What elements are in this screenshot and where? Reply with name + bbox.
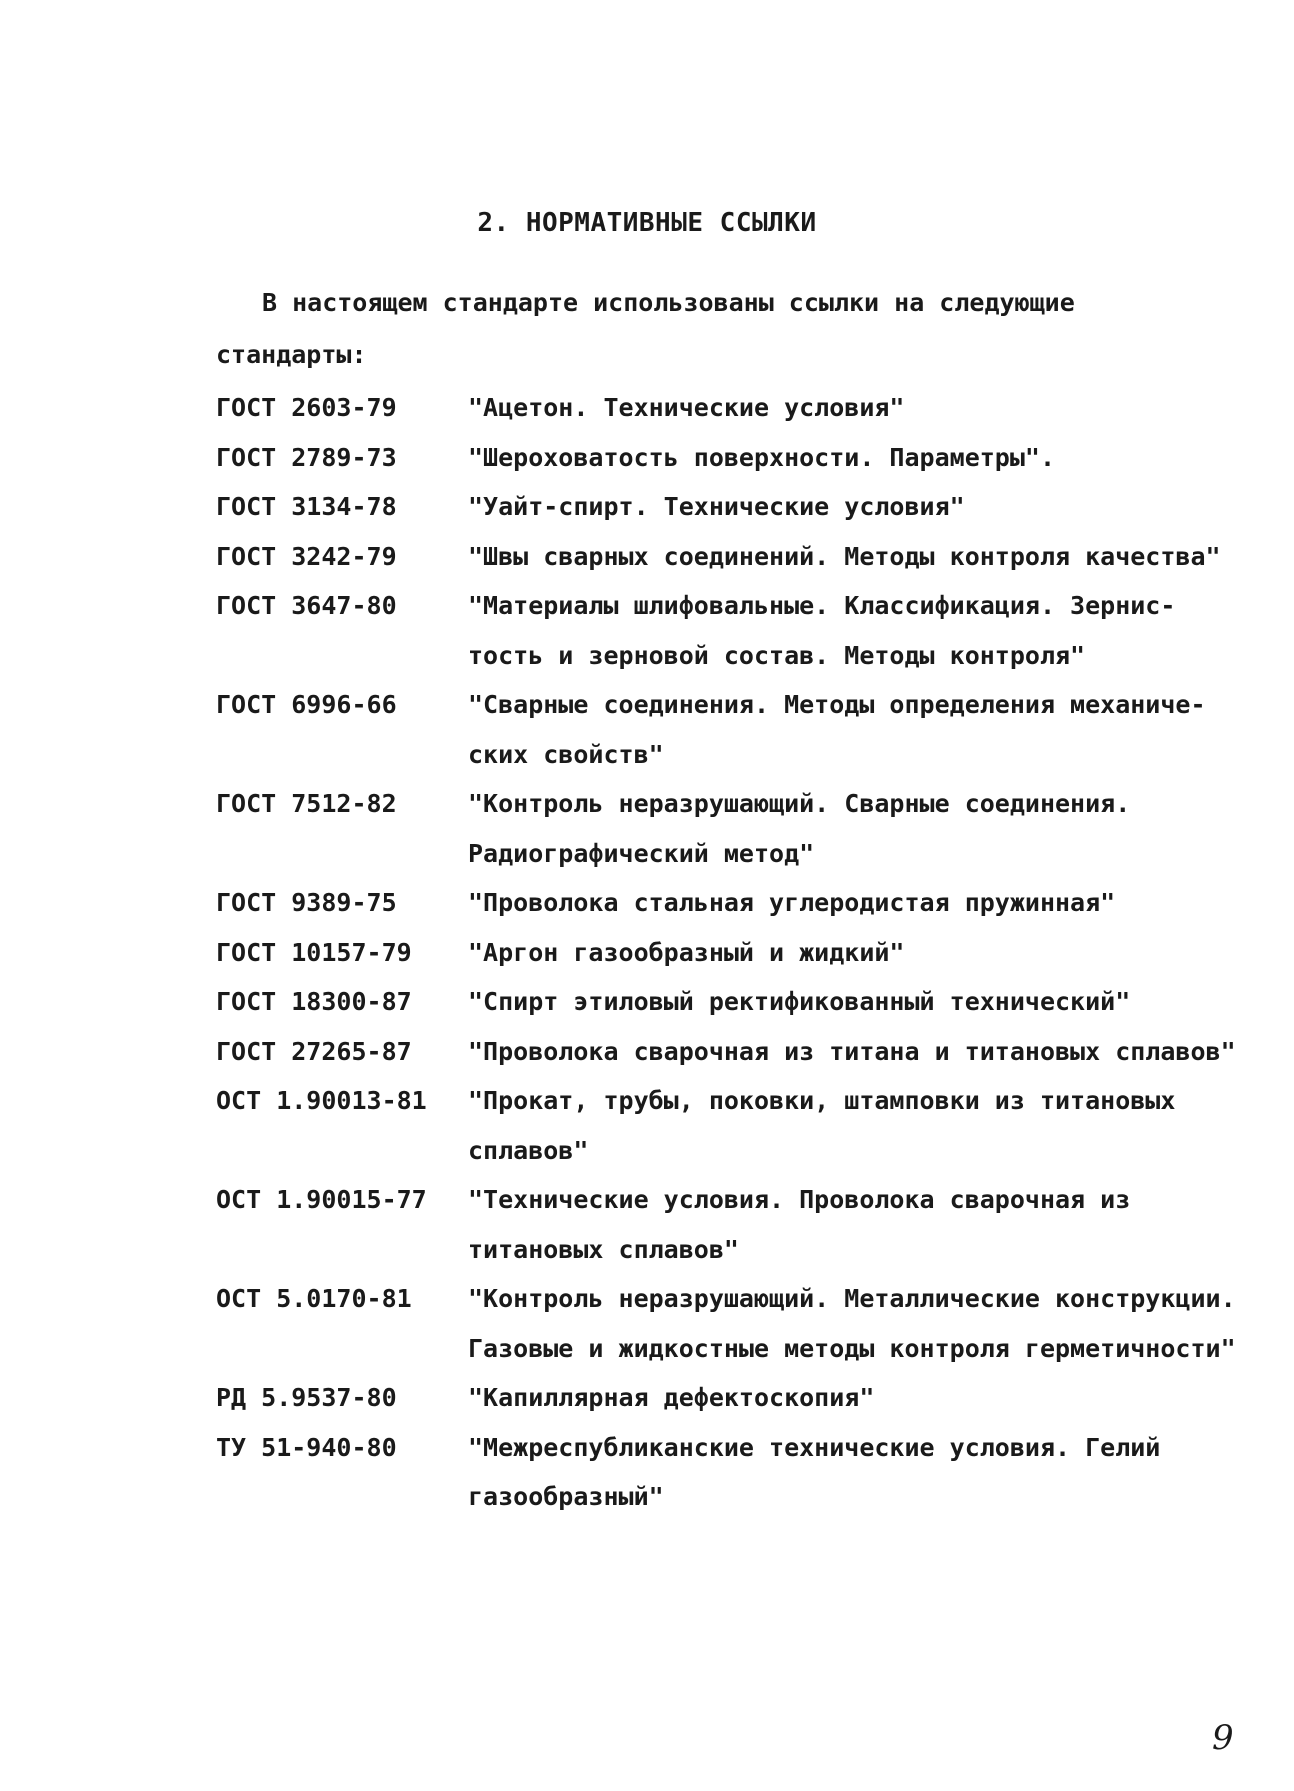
- reference-title-line: Радиографический метод": [468, 838, 815, 868]
- reference-code: ОСТ 1.90013-81: [216, 1086, 427, 1115]
- reference-title-line: "Контроль неразрушающий. Сварные соединения.: [468, 789, 1131, 818]
- references-list: [216, 383, 1276, 1522]
- reference-item: [216, 1175, 1276, 1274]
- reference-title: [468, 1027, 1276, 1077]
- reference-code: ОСТ 5.0170-81: [216, 1284, 412, 1313]
- reference-item: [216, 383, 1276, 433]
- reference-item: [216, 680, 1276, 779]
- reference-code: ГОСТ 6996-66: [216, 690, 397, 719]
- reference-title: [468, 779, 1276, 878]
- reference-item: [216, 1076, 1276, 1175]
- reference-code: ГОСТ 27265-87: [216, 1036, 412, 1066]
- reference-title-line: "Межреспубликанские технические условия. Гелий: [468, 1432, 1161, 1462]
- reference-code: ГОСТ 3242-79: [216, 541, 397, 571]
- reference-title: [468, 532, 1276, 582]
- reference-title-line: "Проволока стальная углеродистая пружинная": [468, 888, 1116, 917]
- reference-title: [468, 928, 1276, 978]
- reference-code: ГОСТ 9389-75: [216, 888, 397, 917]
- reference-title: [468, 1423, 1276, 1522]
- reference-code: ГОСТ 3134-78: [216, 492, 397, 521]
- reference-title: [468, 1076, 1276, 1175]
- page-number: 9: [1212, 1718, 1234, 1758]
- reference-item: [216, 581, 1276, 680]
- reference-title: [468, 1373, 1276, 1423]
- reference-item: [216, 977, 1276, 1027]
- reference-title: [468, 581, 1276, 680]
- reference-item: [216, 433, 1276, 483]
- reference-title-line: "Сварные соединения. Методы определения механиче-: [468, 690, 1206, 719]
- reference-title-line: тость и зерновой состав. Методы контроля": [468, 640, 1086, 670]
- reference-title-line: "Прокат, трубы, поковки, штамповки из титановых: [468, 1086, 1176, 1115]
- reference-title-line: "Ацетон. Технические условия": [468, 393, 905, 422]
- reference-title-line: "Спирт этиловый ректификованный технический": [468, 987, 1131, 1016]
- reference-title-line: "Материалы шлифовальные. Классификация. Зернис-: [468, 591, 1176, 620]
- reference-code: ОСТ 1.90015-77: [216, 1185, 427, 1214]
- reference-code: ГОСТ 18300-87: [216, 987, 412, 1016]
- reference-item: [216, 1423, 1276, 1522]
- reference-title-line: "Аргон газообразный и жидкий": [468, 937, 905, 967]
- reference-title: [468, 1274, 1276, 1373]
- reference-title: [468, 482, 1276, 532]
- reference-title-line: "Швы сварных соединений. Методы контроля качества": [468, 541, 1221, 571]
- intro-text-line-1: В настоящем стандарте использованы ссылки на следующие: [262, 288, 1075, 317]
- reference-title-line: "Уайт-спирт. Технические условия": [468, 492, 965, 521]
- reference-title-line: Газовые и жидкостные методы контроля герметичности": [468, 1333, 1236, 1363]
- section-title: 2. НОРМАТИВНЫЕ ССЫЛКИ: [477, 208, 817, 238]
- reference-item: [216, 532, 1276, 582]
- reference-item: [216, 482, 1276, 532]
- reference-item: [216, 928, 1276, 978]
- reference-code: ГОСТ 2603-79: [216, 393, 397, 422]
- reference-item: [216, 1027, 1276, 1077]
- reference-title-line: "Проволока сварочная из титана и титановых сплавов": [468, 1036, 1236, 1066]
- reference-item: [216, 779, 1276, 878]
- reference-title-line: "Капиллярная дефектоскопия": [468, 1383, 875, 1412]
- reference-title-line: титановых сплавов": [468, 1234, 739, 1264]
- reference-code: ГОСТ 3647-80: [216, 591, 397, 620]
- reference-title-line: ских свойств": [468, 739, 664, 769]
- reference-title: [468, 878, 1276, 928]
- reference-code: РД 5.9537-80: [216, 1383, 397, 1412]
- reference-title-line: газообразный": [468, 1482, 664, 1511]
- reference-item: [216, 878, 1276, 928]
- intro-text-line-2: стандарты:: [216, 340, 367, 369]
- reference-title-line: "Шероховатость поверхности. Параметры".: [468, 442, 1055, 472]
- reference-title: [468, 680, 1276, 779]
- reference-title: [468, 383, 1276, 433]
- reference-title-line: сплавов": [468, 1135, 589, 1165]
- reference-code: ТУ 51-940-80: [216, 1432, 397, 1462]
- reference-code: ГОСТ 2789-73: [216, 442, 397, 472]
- reference-title-line: "Контроль неразрушающий. Металлические конструкции.: [468, 1284, 1236, 1313]
- reference-title: [468, 977, 1276, 1027]
- reference-title: [468, 433, 1276, 483]
- reference-item: [216, 1274, 1276, 1373]
- reference-code: ГОСТ 10157-79: [216, 937, 412, 967]
- reference-code: ГОСТ 7512-82: [216, 789, 397, 818]
- reference-title: [468, 1175, 1276, 1274]
- reference-title-line: "Технические условия. Проволока сварочная из: [468, 1185, 1131, 1214]
- reference-item: [216, 1373, 1276, 1423]
